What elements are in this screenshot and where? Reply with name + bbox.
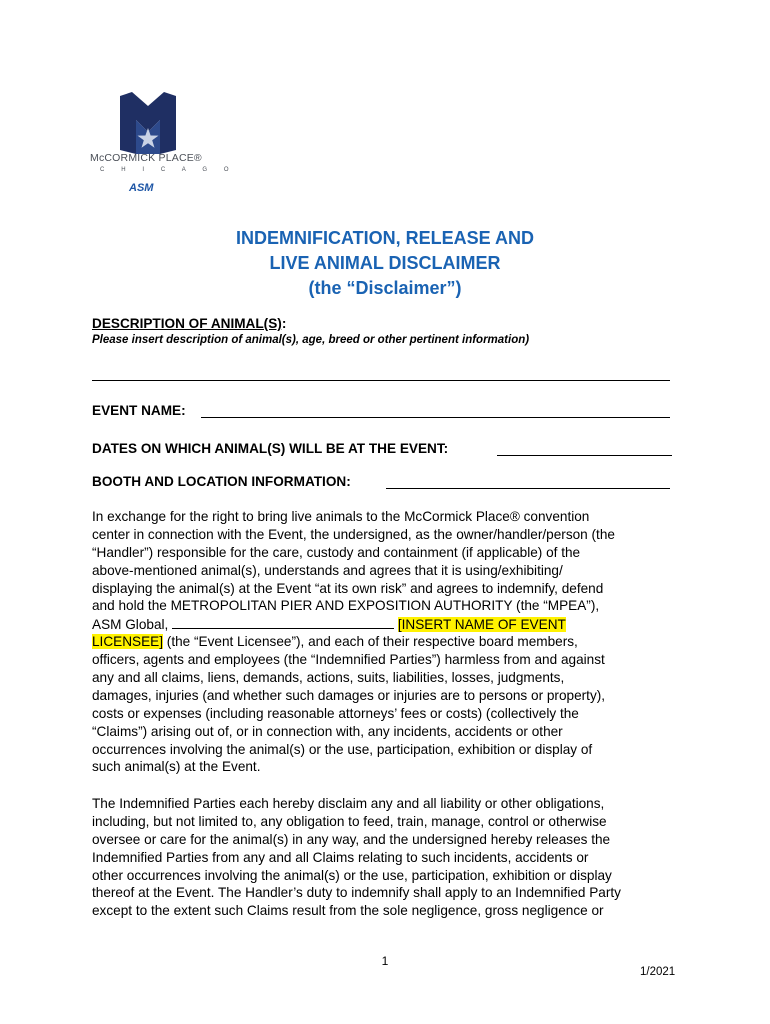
event-licensee-text: (the “Event Licensee”), and each of their respective board members, <box>163 634 578 650</box>
revision-date: 1/2021 <box>640 966 676 978</box>
booth-label: BOOTH AND LOCATION INFORMATION: <box>92 474 351 489</box>
dates-label: DATES ON WHICH ANIMAL(S) WILL BE AT THE EVENT: <box>92 441 449 456</box>
paragraph-line: oversee or care for the animal(s) in any way, and the undersigned hereby releases the <box>92 831 611 847</box>
paragraph-line: “Handler”) responsible for the care, custody and containment (if applicable) of the <box>92 544 581 560</box>
paragraph-line: costs or expenses (including reasonable attorneys’ fees or costs) (collectively the <box>92 705 579 721</box>
licensee-name-blank[interactable] <box>172 615 394 629</box>
paragraph-line: The Indemnified Parties each hereby disclaim any and all liability or other obligations, <box>92 796 605 811</box>
paragraph-line: displaying the animal(s) at the Event “at its own risk” and agrees to indemnify, defend <box>92 580 604 596</box>
title-line-1: INDEMNIFICATION, RELEASE AND <box>235 228 534 248</box>
description-instructions: Please insert description of animal(s), age, breed or other pertinent information) <box>92 334 530 346</box>
logo-wordmark: McCORMICK PLACE® <box>90 152 202 164</box>
description-label <box>92 316 286 331</box>
indemnification-paragraph <box>92 508 682 776</box>
paragraph-line: officers, agents and employees (the “Indemnified Parties”) harmless from and against <box>92 652 605 668</box>
asm-licensee-line <box>92 615 682 633</box>
event-name-input-line[interactable] <box>201 417 670 418</box>
logo-city: C H I C A G O <box>100 167 237 173</box>
paragraph-line: such animal(s) at the Event. <box>92 759 261 775</box>
description-label-text: DESCRIPTION OF ANIMAL(S) <box>92 316 282 331</box>
licensee-continuation-line <box>92 633 682 651</box>
paragraph-line: and hold the METROPOLITAN PIER AND EXPOSITION AUTHORITY (the “MPEA”), <box>92 598 600 614</box>
dates-input-line[interactable] <box>497 455 672 456</box>
mccormick-m-emblem-icon <box>118 92 178 154</box>
mccormick-place-logo <box>88 92 237 202</box>
paragraph-line: center in connection with the Event, the undersigned, as the owner/handler/person (the <box>92 526 615 542</box>
disclaimer-paragraph <box>92 795 682 920</box>
description-input-line[interactable] <box>92 380 670 381</box>
paragraph-line: thereof at the Event. The Handler’s duty to indemnify shall apply to an Indemnified Party <box>92 885 621 901</box>
paragraph-line: “Claims”) arising out of, or in connection with, any incidents, accidents or other <box>92 723 563 739</box>
asm-global-logo: ASM <box>129 182 154 194</box>
paragraph-line: except to the extent such Claims result from the sole negligence, gross negligence or <box>92 903 604 919</box>
event-name-label: EVENT NAME: <box>92 403 186 418</box>
title-line-3: (the “Disclaimer”) <box>308 278 462 298</box>
booth-input-line[interactable] <box>386 488 670 489</box>
page-number: 1 <box>381 954 389 968</box>
paragraph-line: above-mentioned animal(s), understands and agrees that it is using/exhibiting/ <box>92 562 563 578</box>
paragraph-line: In exchange for the right to bring live animals to the McCormick Place® convention <box>92 509 590 524</box>
description-label-colon: : <box>281 316 287 331</box>
paragraph-line: damages, injuries (and whether such damages or injuries are to persons or property), <box>92 687 606 703</box>
paragraph-line: other occurrences involving the animal(s) or the use, participation, exhibition or display <box>92 867 612 883</box>
title-line-2: LIVE ANIMAL DISCLAIMER <box>269 253 501 273</box>
paragraph-line: Indemnified Parties from any and all Claims relating to such incidents, accidents or <box>92 849 589 865</box>
insert-licensee-placeholder-end: LICENSEE] <box>92 634 164 650</box>
document-title <box>0 226 770 301</box>
paragraph-line: any and all claims, liens, demands, actions, suits, liabilities, losses, judgments, <box>92 670 565 686</box>
paragraph-line: occurrences involving the animal(s) or the use, participation, exhibition or display of <box>92 741 593 757</box>
insert-licensee-placeholder: [INSERT NAME OF EVENT <box>397 617 566 633</box>
asm-global-prefix: ASM Global, <box>92 617 173 633</box>
paragraph-line: including, but not limited to, any obligation to feed, train, manage, control or otherwise <box>92 813 607 829</box>
